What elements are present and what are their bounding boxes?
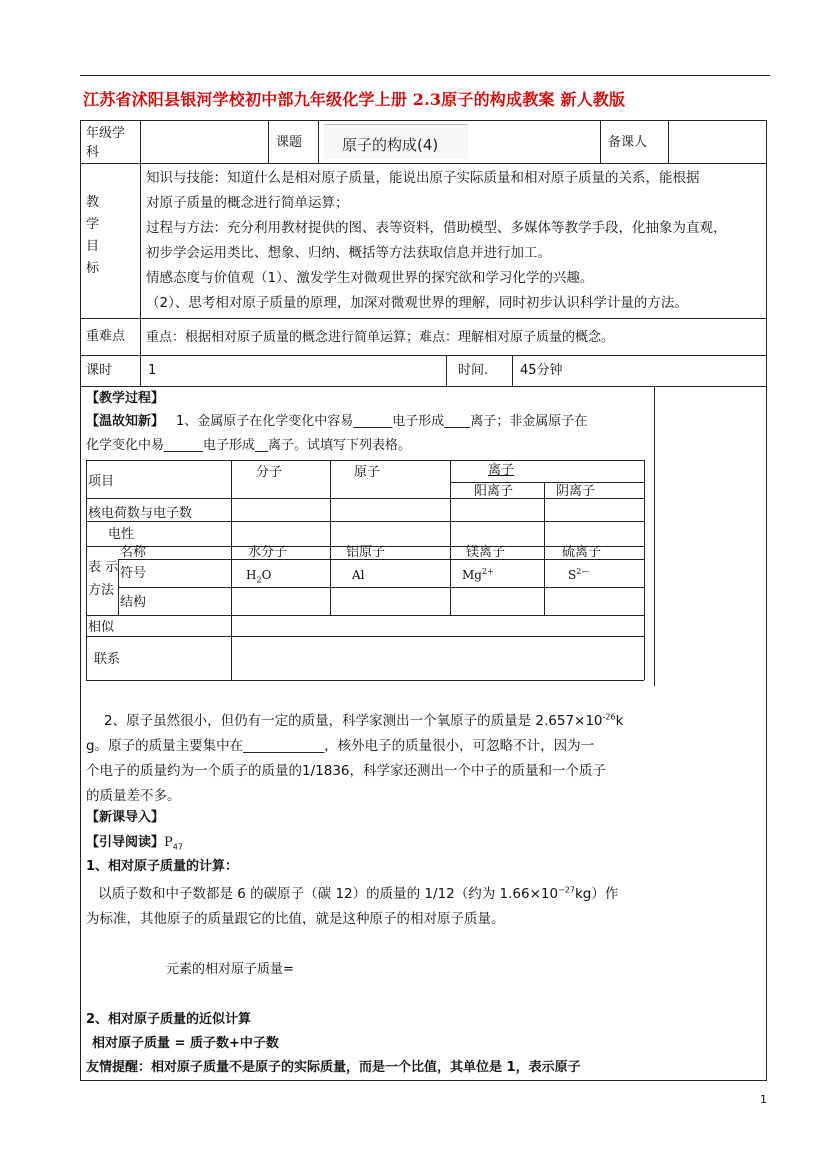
row-charge: 核电荷数与电子数 xyxy=(88,506,193,521)
col-cation: 阳离子 xyxy=(474,484,514,499)
goals-knowledge-line: 知识与技能：知道什么是相对原子质量，能说出原子实际质量和相对原子质量的关系，能根据 xyxy=(146,170,700,186)
col-item: 项目 xyxy=(88,474,115,489)
symbol-s2minus: $S^{2—}$ xyxy=(568,567,590,582)
symbol-h2o: $H_2O$ xyxy=(246,568,272,585)
row-connection: 联系 xyxy=(94,652,121,667)
period-value: 1 xyxy=(148,363,157,378)
process-heading: 【教学过程】 xyxy=(86,391,165,406)
sub-row-name: 名称 xyxy=(120,545,147,560)
row-representation-2: 方法 xyxy=(88,583,115,598)
grade-subject-label: 年级学科 xyxy=(86,126,126,160)
col-ion: 离子 xyxy=(488,463,515,478)
topic-label: 课题 xyxy=(276,135,303,150)
name-sulfide-ion: 硫离子 xyxy=(562,545,602,560)
page-number: 1 xyxy=(760,1093,767,1106)
col-atom: 原子 xyxy=(354,465,381,480)
row-charge-sub: 电性 xyxy=(108,527,135,542)
sub-row-symbol: 符号 xyxy=(120,566,147,581)
relative-mass-formula: 元素的相对原子质量= xyxy=(166,962,294,977)
section-2-title: 2、相对原子质量的近似计算 xyxy=(86,1012,252,1027)
new-lesson-tag: 【新课导入】 xyxy=(86,810,165,825)
col-molecule: 分子 xyxy=(256,465,283,480)
goals-process-line: 过程与方法：充分利用教材提供的图、表等资料，借助模型、多媒体等教学手段，化抽象为直观， xyxy=(146,220,727,236)
goals-label-char: 标 xyxy=(86,261,100,276)
topic-value: 原子的构成(4) xyxy=(342,136,439,154)
friendly-tip: 友情提醒：相对原子质量不是原子的实际质量，而是一个比值，其单位是 1，表示原子 xyxy=(86,1060,581,1075)
key-text: 重点：根据相对原子质量的概念进行简单运算；难点：理解相对原子质量的概念。 xyxy=(146,330,615,345)
time-label: 时间. xyxy=(458,363,489,378)
topic-image xyxy=(324,124,468,159)
name-water-molecule: 水分子 xyxy=(248,545,288,560)
mass-line-1: 2、原子虽然很小，但仍有一定的质量，科学家测出一个氧原子的质量是 $2.657\times 10^{-26}k$ xyxy=(104,712,624,729)
review-line-1: 1、金属原子在化学变化中容易______电子形成____离子；非金属原子在 xyxy=(176,414,588,429)
row-representation: 表 示 xyxy=(88,560,119,575)
goals-process-line-2: 初步学会运用类比、想象、归纳、概括等方法获取信息并进行加工。 xyxy=(146,245,551,261)
goals-label-char: 目 xyxy=(86,239,100,254)
row-similarity: 相似 xyxy=(88,620,115,635)
preparer-label: 备课人 xyxy=(608,135,648,150)
sub-row-structure: 结构 xyxy=(120,595,147,610)
guided-reading: 【引导阅读】$P_{47}$ xyxy=(86,835,183,852)
section-1-title: 1、相对原子质量的计算： xyxy=(86,859,239,874)
review-line-2: 化学变化中易______电子形成__离子。试填写下列表格。 xyxy=(86,438,412,453)
review-tag: 【温故知新】 xyxy=(86,414,165,429)
key-label: 重难点 xyxy=(86,329,126,344)
time-value: 45分钟 xyxy=(520,363,563,378)
top-rule xyxy=(80,75,770,76)
section-1-line-1: 以质子数和中子数都是 6 的碳原子（碳 12）的质量的 1/12（约为 $1.66\times 10^{-27}kg$）作 xyxy=(98,885,619,902)
goals-label-char: 教 xyxy=(86,195,100,210)
name-magnesium-ion: 镁离子 xyxy=(466,545,506,560)
symbol-mg2plus: $Mg^{2+}$ xyxy=(462,567,494,582)
col-anion: 阴离子 xyxy=(556,484,596,499)
document-title: 江苏省沭阳县银河学校初中部九年级化学上册 2.3原子的构成教案 新人教版 xyxy=(83,90,626,109)
mass-line-3: 个电子的质量约为一个质子的质量的1/1836，科学家还测出一个中子的质量和一个质子 xyxy=(86,763,606,779)
goals-emotion-line-2: （2）、思考相对原子质量的原理，加深对微观世界的理解，同时初步认识科学计量的方法。 xyxy=(146,295,688,311)
name-aluminum-atom: 铝原子 xyxy=(346,545,386,560)
period-label: 课时 xyxy=(86,363,113,378)
mass-line-2: g。原子的质量主要集中在____________，核外电子的质量很小，可忽略不计，因为一 xyxy=(86,738,595,754)
goals-emotion-line: 情感态度与价值观（1）、激发学生对微观世界的探究欲和学习化学的兴趣。 xyxy=(146,270,594,286)
mass-line-4: 的质量差不多。 xyxy=(86,788,181,804)
section-1-line-2: 为标准，其他原子的质量跟它的比值，就是这种原子的相对原子质量。 xyxy=(86,911,505,927)
goals-label-char: 学 xyxy=(86,217,100,232)
symbol-al: Al xyxy=(352,568,365,582)
goals-knowledge-line-2: 对原子质量的概念进行简单运算； xyxy=(146,195,349,211)
section-2-formula: 相对原子质量 = 质子数+中子数 xyxy=(92,1036,279,1051)
